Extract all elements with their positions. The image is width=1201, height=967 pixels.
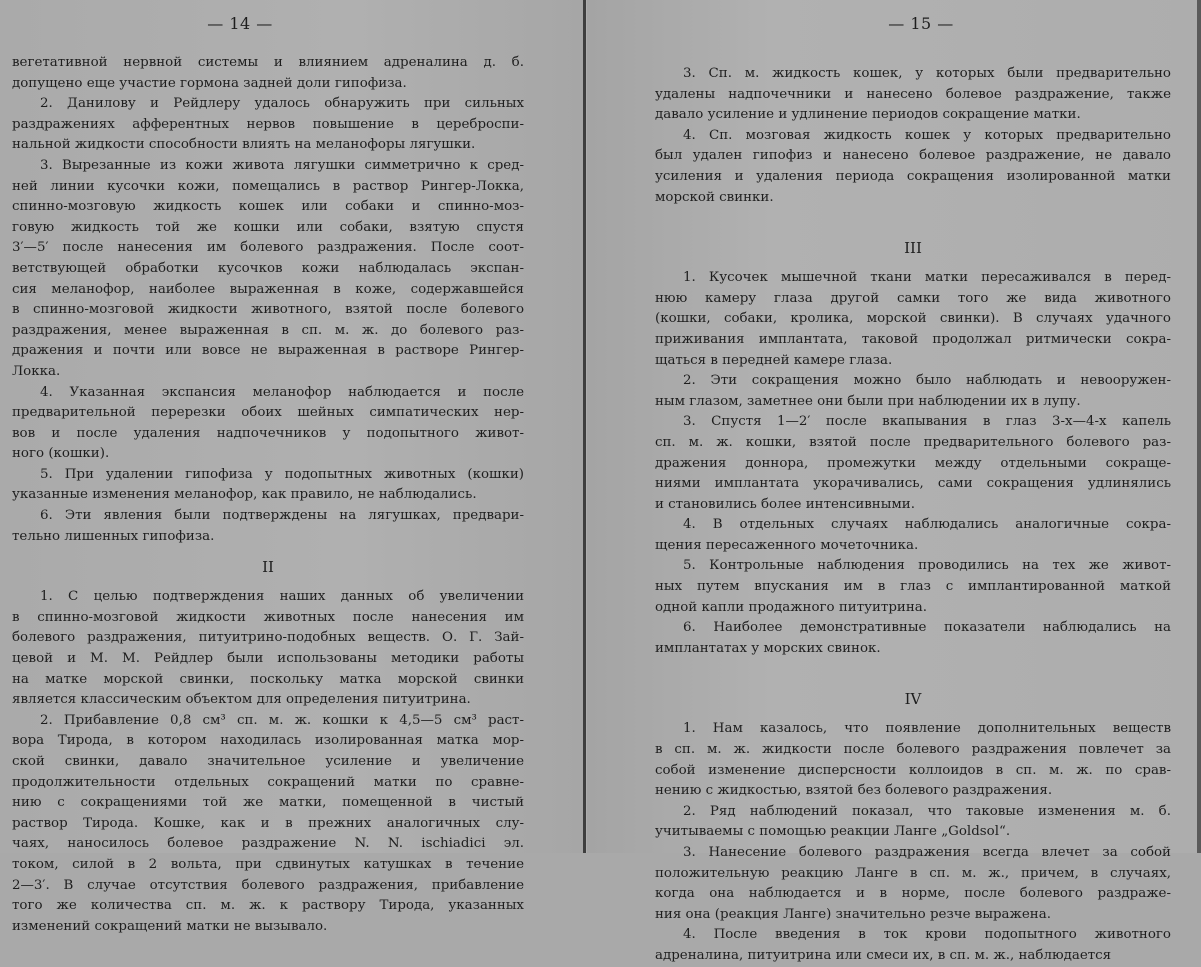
text-line: тельно лишенных гипофиза. [12, 528, 215, 544]
text-line: адреналина, питуитрина или смеси их, в сп. м. ж., наблюдается [655, 947, 1112, 963]
text-line: сия меланофор, наиболее выраженная в коже, содержавшейся [12, 281, 524, 297]
text-line: в спинно-мозговой жидкости животного, взятой после болевого [12, 302, 524, 318]
text-line: раздражения, менее выраженная в сп. м. ж. до болевого раз- [12, 322, 524, 338]
text-line: 2. Эти сокращения можно было наблюдать и невооружен- [683, 373, 1171, 389]
text-line: приживания имплантата, таковой продолжал ритмически сокра- [655, 331, 1171, 347]
section-heading: IV [904, 690, 922, 709]
text-line: является классическим объектом для определения питуитрина. [12, 692, 471, 708]
text-line: предварительной перерезки обоих шейных симпатических нер- [12, 405, 524, 421]
text-line: 5. При удалении гипофиза у подопытных животных (кошки) [40, 466, 524, 482]
text-block [12, 53, 524, 547]
text-line: (кошки, собаки, кролика, морской свинки). В случаях удачного [655, 311, 1171, 327]
text-line: был удален гипофиз и нанесено болевое раздражение, не давало [655, 148, 1171, 164]
text-line: в сп. м. ж. жидкости после болевого раздражения повлечет за [655, 742, 1171, 758]
text-line: нальной жидкости способности влиять на меланофоры лягушки. [12, 137, 476, 153]
text-line: удалены надпочечники и нанесено болевое раздражение, также [655, 86, 1171, 102]
text-line: 4. В отдельных случаях наблюдались аналогичные сокра- [683, 517, 1171, 533]
text-line: цевой и М. М. Рейдлер были использованы методики работы [12, 651, 524, 667]
text-line: морской свинки. [655, 189, 774, 205]
text-line: учитываемы с помощью реакции Ланге „Goldsol“. [655, 824, 1011, 840]
text-line: 2. Прибавление 0,8 см³ сп. м. ж. кошки к 4,5—5 см³ раст- [40, 712, 524, 728]
text-line: током, силой в 2 вольта, при сдвинутых катушках в течение [12, 856, 524, 872]
text-line: 1. Нам казалось, что появление дополнительных веществ [683, 721, 1171, 737]
text-line: того же количества сп. м. ж. к раствору Тирода, указанных [12, 898, 524, 914]
text-line: на матке морской свинки, поскольку матка морской свинки [12, 671, 524, 687]
text-line: в спинно-мозговой жидкости животных после нанесения им [12, 609, 524, 625]
text-line: 2. Данилову и Рейдлеру удалось обнаружить при сильных [40, 96, 524, 112]
page-number: — 15 — [888, 14, 954, 33]
gutter-fold [583, 0, 586, 853]
text-line: 3. Вырезанные из кожи живота лягушки симметрично к сред- [40, 157, 524, 173]
text-line: вегетативной нервной системы и влиянием адреналина д. б. [12, 55, 524, 70]
page-body [655, 64, 1171, 967]
text-line: ния она (реакция Ланге) значительно резче выражена. [655, 906, 1051, 922]
text-line: имплантатах у морских свинок. [655, 640, 881, 656]
text-line: чаях, наносилось болевое раздражение N. N. ischiadici эл. [12, 836, 524, 852]
text-line: 4. После введения в ток крови подопытного животного [683, 927, 1171, 943]
text-block [12, 587, 524, 937]
text-line: 6. Наиболее демонстративные показатели наблюдались на [683, 620, 1171, 636]
text-line: Локка. [12, 363, 61, 379]
text-line: указанные изменения меланофор, как правило, не наблюдались. [12, 487, 477, 503]
text-line: ниями имплантата укорачивались, сами сокращения удлинялись [655, 476, 1171, 492]
text-line: раствор Тирода. Кошке, как и в прежних аналогичных слу- [12, 815, 524, 831]
section-heading: III [904, 239, 922, 258]
text-line: нюю камеру глаза другой самки того же вида животного [655, 290, 1171, 306]
page-number: — 14 — [207, 14, 273, 33]
page-left [0, 0, 586, 934]
text-line: нению с жидкостью, взятой без болевого раздражения. [655, 783, 1053, 799]
text-line: усиления и удаления периода сокращения изолированной матки [655, 168, 1171, 184]
text-line: сп. м. ж. кошки, взятой после предварительного болевого раз- [655, 434, 1171, 450]
text-line: 4. Указанная экспансия меланофор наблюдается и после [40, 384, 524, 400]
text-line: ней линии кусочки кожи, помещались в раствор Рингер-Локка, [12, 178, 524, 194]
page-body [12, 53, 524, 937]
text-line: 5. Контрольные наблюдения проводились на тех же живот- [683, 558, 1171, 574]
text-block [655, 64, 1171, 208]
text-line: 2. Ряд наблюдений показал, что таковые изменения м. б. [683, 803, 1171, 819]
text-line: 3. Нанесение болевого раздражения всегда влечет за собой [683, 845, 1171, 860]
text-line: одной капли продажного питуитрина. [655, 599, 927, 615]
text-line: нию с сокращениями той же матки, помещенной в чистый [12, 795, 524, 811]
text-line: продолжительности отдельных сокращений матки по сравне- [12, 774, 524, 790]
text-line: ской свинки, давало значительное усиление и увеличение [12, 754, 524, 769]
text-line: 2—3′. В случае отсутствия болевого раздражения, прибавление [12, 877, 524, 893]
page-edge [1197, 0, 1201, 853]
text-line: вов и после удаления надпочечников у подопытного живот- [12, 425, 524, 441]
text-line: дражения и почти или вовсе не выраженная в растворе Рингер- [12, 343, 524, 359]
text-line: болевого раздражения, питуитрино-подобных веществ. О. Г. Зай- [12, 630, 524, 646]
page-right [587, 0, 1201, 963]
section-heading: II [262, 558, 274, 577]
text-line: давало усиление и удлинение периодов сокращение матки. [655, 107, 1081, 123]
text-line: и становились более интенсивными. [655, 496, 915, 512]
text-line: ветствующей обработки кусочков кожи наблюдалась экспан- [12, 260, 524, 276]
text-line: 6. Эти явления были подтверждены на лягушках, предвари- [40, 508, 524, 524]
text-line: допущено еще участие гормона задней доли гипофиза. [12, 75, 407, 91]
text-line: ного (кошки). [12, 446, 110, 462]
text-line: положительную реакцию Ланге в сп. м. ж., причем, в случаях, [655, 865, 1171, 881]
text-line: 3′—5′ после нанесения им болевого раздражения. После соот- [12, 240, 524, 256]
text-line: вора Тирода, в котором находилась изолированная матка мор- [12, 733, 524, 749]
text-line: 1. С целью подтверждения наших данных об увеличении [40, 589, 524, 605]
text-line: 3. Сп. м. жидкость кошек, у которых были предварительно [683, 66, 1171, 81]
text-line: 4. Сп. мозговая жидкость кошек у которых предварительно [683, 127, 1171, 143]
text-line: собой изменение дисперсности коллоидов в сп. м. ж. по срав- [655, 762, 1171, 778]
text-block [655, 719, 1171, 966]
text-line: дражения доннора, промежутки между отдельными сокраще- [655, 455, 1171, 471]
text-line: когда она наблюдается и в норме, после болевого раздраже- [655, 886, 1171, 902]
text-line: говую жидкость той же кошки или собаки, взятую спустя [12, 219, 524, 235]
text-line: щения пересаженного мочеточника. [655, 537, 919, 553]
text-line: щаться в передней камере глаза. [655, 352, 893, 368]
text-line: раздражениях афферентных нервов повышение в цереброспи- [12, 116, 524, 132]
text-line: изменений сокращений матки не вызывало. [12, 918, 328, 934]
text-line: ным глазом, заметнее они были при наблюдении их в лупу. [655, 393, 1081, 409]
text-line: спинно-мозговую жидкость кошек или собаки и спинно-моз- [12, 199, 524, 215]
text-line: 1. Кусочек мышечной ткани матки пересаживался в перед- [683, 270, 1171, 286]
text-block [655, 268, 1171, 659]
text-line: 3. Спустя 1—2′ после вкапывания в глаз 3-х—4-х капель [683, 414, 1171, 430]
text-line: ных путем впускания им в глаз с имплантированной маткой [655, 579, 1171, 595]
